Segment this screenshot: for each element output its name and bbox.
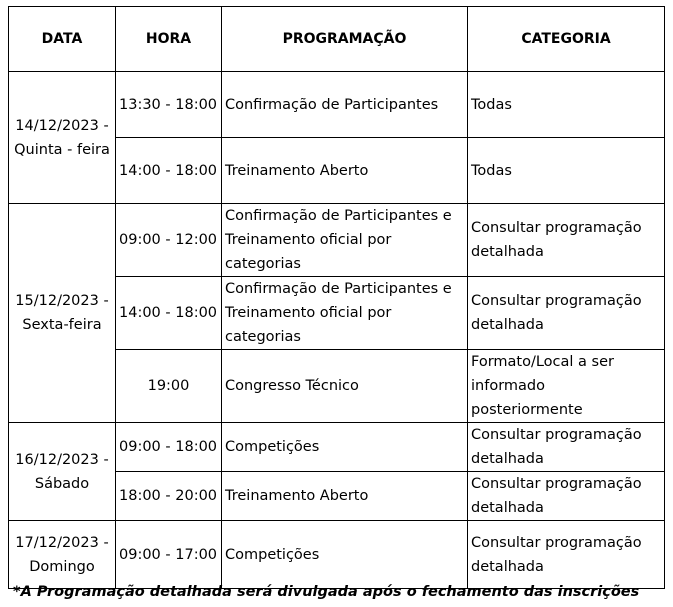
table-row: [9, 521, 665, 589]
weekday-text: Quinta - feira: [14, 141, 110, 158]
date-cell: [9, 521, 116, 589]
header-programacao: PROGRAMAÇÃO: [222, 7, 468, 72]
footnote: *A Programação detalhada será divulgada após o fechamento das inscrições: [13, 584, 640, 600]
program-line: Treinamento oficial por: [225, 305, 392, 321]
category-line: posteriormente: [471, 402, 583, 418]
program-line: Competições: [225, 546, 320, 563]
program-line: Treinamento oficial por: [225, 232, 392, 248]
date-text: 17/12/2023 -: [15, 534, 109, 551]
program-cell: [222, 204, 468, 277]
time-cell: 14:00 - 18:00: [116, 277, 222, 350]
time-cell: 09:00 - 12:00: [116, 204, 222, 277]
category-cell: [468, 423, 665, 472]
header-data: DATA: [9, 7, 116, 72]
program-line: Treinamento Aberto: [225, 162, 369, 179]
category-cell: [468, 350, 665, 423]
program-line: Competições: [225, 439, 320, 455]
date-text: 14/12/2023 -: [15, 117, 109, 134]
program-cell: [222, 350, 468, 423]
header-row: [9, 7, 665, 72]
program-line: Confirmação de Participantes e: [225, 208, 452, 224]
time-cell: 09:00 - 17:00: [116, 521, 222, 589]
date-cell: [9, 423, 116, 521]
date-cell: [9, 72, 116, 204]
category-line: Consultar programação: [471, 534, 642, 551]
program-line: Confirmação de Participantes e: [225, 281, 452, 297]
date-text: 16/12/2023 -: [15, 451, 109, 468]
category-line: detalhada: [471, 558, 544, 575]
date-cell: [9, 204, 116, 423]
time-cell: 09:00 - 18:00: [116, 423, 222, 472]
category-line: Formato/Local a ser: [471, 354, 614, 370]
time-cell: 13:30 - 18:00: [116, 72, 222, 138]
category-line: Consultar programação: [471, 220, 642, 236]
program-cell: [222, 472, 468, 521]
category-cell: [468, 277, 665, 350]
schedule-table: [8, 6, 665, 589]
header-hora: HORA: [116, 7, 222, 72]
table-row: [9, 423, 665, 472]
category-line: detalhada: [471, 317, 544, 333]
program-line: categorias: [225, 256, 301, 272]
category-line: Consultar programação: [471, 476, 642, 492]
time-cell: 14:00 - 18:00: [116, 138, 222, 204]
category-line: detalhada: [471, 244, 544, 260]
program-cell: [222, 72, 468, 138]
program-line: Congresso Técnico: [225, 378, 359, 394]
program-cell: [222, 138, 468, 204]
program-line: categorias: [225, 329, 301, 345]
category-line: informado: [471, 378, 545, 394]
category-line: Consultar programação: [471, 293, 642, 309]
category-cell: [468, 138, 665, 204]
time-cell: 18:00 - 20:00: [116, 472, 222, 521]
weekday-text: Domingo: [29, 558, 95, 575]
category-line: detalhada: [471, 500, 544, 516]
category-line: Todas: [471, 162, 512, 179]
category-cell: [468, 204, 665, 277]
category-line: Consultar programação: [471, 427, 642, 443]
table-row: [9, 72, 665, 138]
weekday-text: Sábado: [34, 475, 90, 492]
header-categoria: CATEGORIA: [468, 7, 665, 72]
program-line: Treinamento Aberto: [225, 488, 369, 504]
category-cell: [468, 72, 665, 138]
table-row: [9, 204, 665, 277]
category-cell: [468, 521, 665, 589]
program-cell: [222, 423, 468, 472]
category-line: detalhada: [471, 451, 544, 467]
time-cell: 19:00: [116, 350, 222, 423]
category-line: Todas: [471, 96, 512, 113]
program-cell: [222, 277, 468, 350]
program-line: Confirmação de Participantes: [225, 96, 439, 113]
schedule-body: [9, 72, 665, 589]
category-cell: [468, 472, 665, 521]
weekday-text: Sexta-feira: [22, 317, 102, 333]
date-text: 15/12/2023 -: [15, 293, 109, 309]
program-cell: [222, 521, 468, 589]
